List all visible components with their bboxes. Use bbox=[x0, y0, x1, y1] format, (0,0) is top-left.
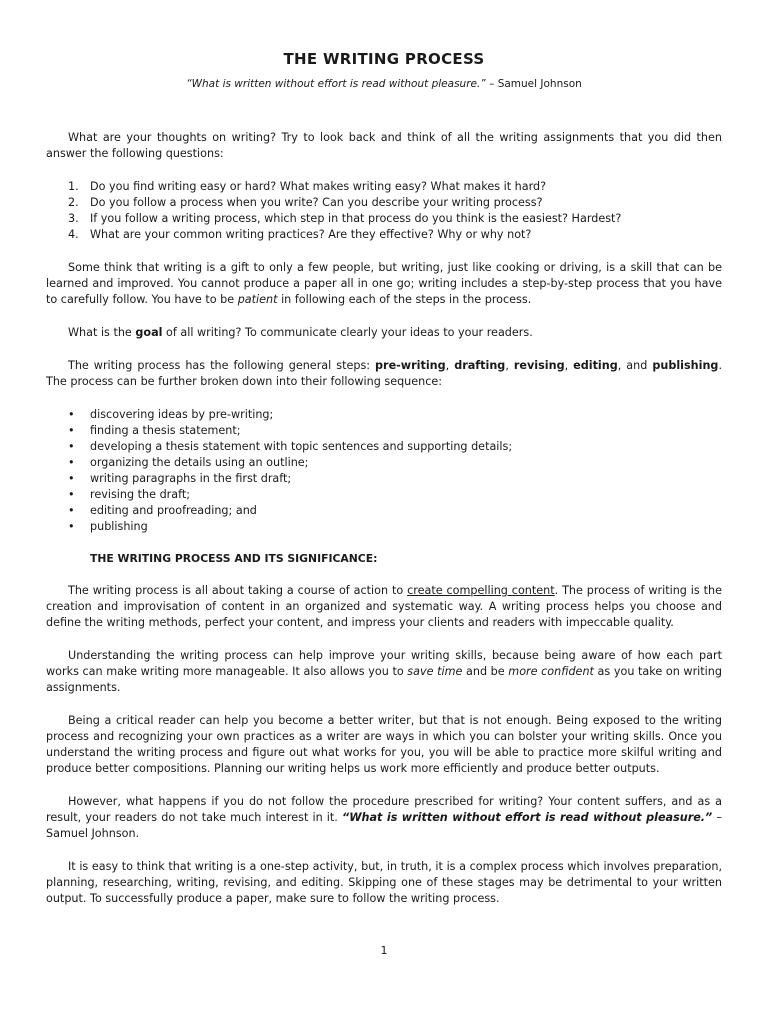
epigraph bbox=[0, 78, 768, 90]
step-publishing: publishing bbox=[652, 359, 719, 372]
question-text: If you follow a writing process, which step in that process do you think is the easiest? Hardest? bbox=[90, 212, 622, 225]
steps-paragraph: The writing process has the following general steps: pre-writing, drafting, revising, editing, and publishing. The process can be further broken down into their following sequence: bbox=[46, 359, 722, 388]
document-title: THE WRITING PROCESS bbox=[283, 50, 485, 68]
question-text: What are your common writing practices? Are they effective? Why or why not? bbox=[90, 228, 532, 241]
epigraph-quote: “What is written without effort is read without pleasure.” bbox=[186, 78, 486, 90]
critical-reader-paragraph: Being a critical reader can help you become a better writer, but that is not enough. Being exposed to the writing process and recognizing your own practices as a writer are ways in which you can bolster your writing skills. Once you understand the writing process and figure out what works for you, you will be able to practice more skilful writing and produce better compositions. Planning our writing helps us work more efficiently and produce better outputs. bbox=[46, 714, 722, 775]
question-text: Do you find writing easy or hard? What makes writing easy? What makes it hard? bbox=[90, 180, 547, 193]
step-revising: revising bbox=[513, 359, 565, 372]
list-item: • publishing bbox=[90, 519, 722, 535]
emphasis-patient: patient bbox=[237, 293, 278, 306]
list-item: • discovering ideas by pre-writing; bbox=[90, 407, 722, 423]
question-number: 3. bbox=[68, 212, 79, 225]
goal-paragraph: What is the goal of all writing? To communicate clearly your ideas to your readers. bbox=[68, 326, 533, 339]
list-item: • writing paragraphs in the first draft; bbox=[90, 471, 722, 487]
intro-paragraph: What are your thoughts on writing? Try to look back and think of all the writing assignments that you did then answer the following questions: bbox=[46, 131, 722, 160]
step-prewriting: pre-writing bbox=[375, 359, 446, 372]
emphasis-more-confident: more confident bbox=[508, 665, 594, 678]
emphasis-goal: goal bbox=[135, 326, 163, 339]
list-item: • organizing the details using an outline; bbox=[90, 455, 722, 471]
step-drafting: drafting bbox=[454, 359, 506, 372]
question-number: 1. bbox=[68, 180, 79, 193]
however-paragraph: However, what happens if you do not follow the procedure prescribed for writing? Your content suffers, and as a result, your readers do not take much interest in it. “What is written without effort is read without pleasure.” – Samuel Johnson. bbox=[46, 795, 722, 840]
question-number: 4. bbox=[68, 228, 79, 241]
question-text: Do you follow a process when you write? Can you describe your writing process? bbox=[90, 196, 543, 209]
action-paragraph: The writing process is all about taking a course of action to create compelling content. The process of writing is the creation and improvisation of content in an organized and systematic way. A writing process helps you choose and define the writing methods, perfect your content, and impress your clients and readers with impeccable quality. bbox=[46, 584, 722, 629]
understanding-paragraph: Understanding the writing process can help improve your writing skills, because being aware of how each part works can make writing more manageable. It also allows you to save time and be more confident as you take on writing assignments. bbox=[46, 649, 722, 694]
question-number: 2. bbox=[68, 196, 79, 209]
epigraph-attribution: – Samuel Johnson bbox=[485, 78, 582, 90]
step-editing: editing bbox=[573, 359, 618, 372]
list-item: • developing a thesis statement with topic sentences and supporting details; bbox=[90, 439, 722, 455]
question-item bbox=[68, 179, 722, 195]
document-body bbox=[46, 130, 722, 907]
list-item: • finding a thesis statement; bbox=[90, 423, 722, 439]
list-item: • editing and proofreading; and bbox=[90, 503, 722, 519]
gift-paragraph: Some think that writing is a gift to only a few people, but writing, just like cooking or driving, is a skill that can be learned and improved. You cannot produce a paper all in one go; writing includes a step-by-step process that you have to carefully follow. You have to be patient in following each of the steps in the process. bbox=[46, 261, 722, 306]
sequence-list bbox=[46, 407, 722, 535]
inline-quote: “What is written without effort is read without pleasure.” bbox=[341, 811, 713, 824]
question-item bbox=[68, 211, 722, 227]
emphasis-save-time: save time bbox=[407, 665, 463, 678]
question-item bbox=[68, 227, 722, 243]
question-item bbox=[68, 195, 722, 211]
create-compelling-content-link[interactable]: create compelling content bbox=[407, 584, 555, 597]
page-number: 1 bbox=[380, 944, 388, 957]
easy-paragraph: It is easy to think that writing is a one-step activity, but, in truth, it is a complex process which involves preparation, planning, researching, writing, revising, and editing. Skipping one of these stages may be detrimental to your written output. To successfully produce a paper, make sure to follow the writing process. bbox=[46, 860, 722, 905]
section-heading: THE WRITING PROCESS AND ITS SIGNIFICANCE: bbox=[90, 552, 378, 565]
list-item: • revising the draft; bbox=[90, 487, 722, 503]
questions-list bbox=[46, 179, 722, 243]
